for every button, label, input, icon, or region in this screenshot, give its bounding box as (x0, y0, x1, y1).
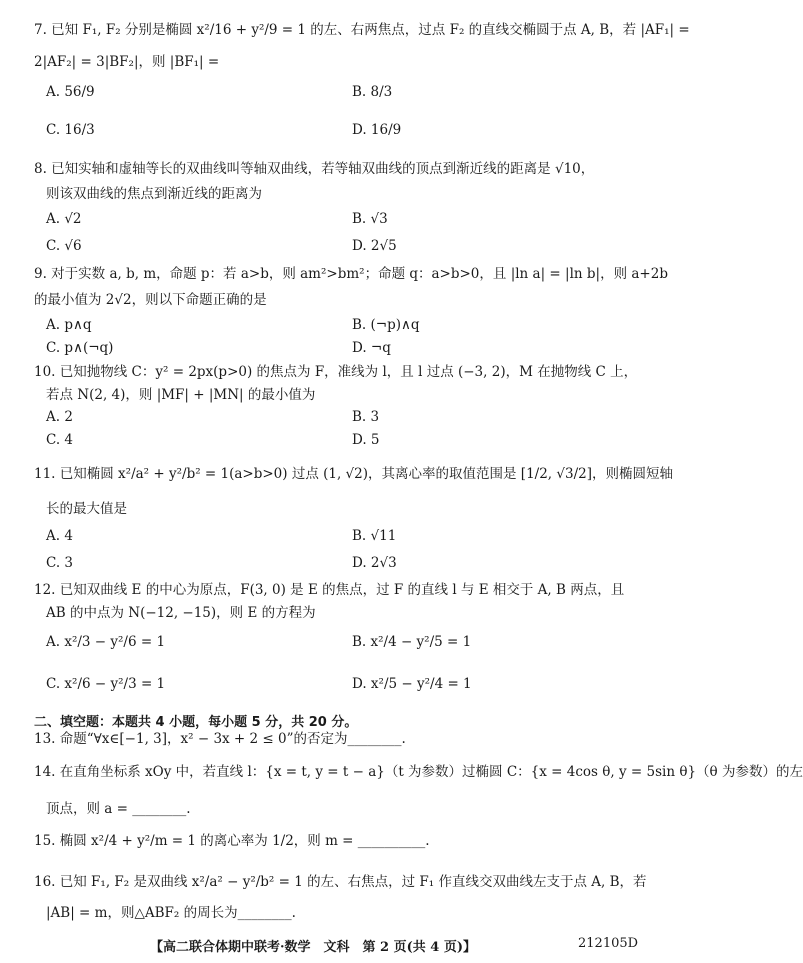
q10-option-d: D. 5 (352, 432, 380, 448)
question-10-line-1: 10. 已知抛物线 C：y² = 2px(p>0) 的焦点为 F，准线为 l，且 l 过点 (−3, 2)，M 在抛物线 C 上， (34, 364, 638, 380)
q8-option-a: A. √2 (46, 211, 82, 227)
question-14-line-1: 14. 在直角坐标系 xOy 中，若直线 l：{x = t, y = t − a}（t 为参数）过椭圆 C：{x = 4cos θ, y = 5sin θ}（θ 为参数）的左 (34, 764, 803, 780)
q11-option-c: C. 3 (46, 555, 74, 571)
question-10-line-2: 若点 N(2, 4)，则 |MF| + |MN| 的最小值为 (46, 387, 316, 403)
q8-option-d: D. 2√5 (352, 238, 397, 254)
q7-option-a: A. 56/9 (46, 84, 95, 100)
q10-option-c: C. 4 (46, 432, 74, 448)
q9-option-c: C. p∧(¬q) (46, 340, 114, 356)
question-15: 15. 椭圆 x²/4 + y²/m = 1 的离心率为 1/2，则 m = __________. (34, 833, 430, 849)
q8-option-c: C. √6 (46, 238, 82, 254)
question-9-line-2: 的最小值为 2√2，则以下命题正确的是 (34, 292, 267, 308)
q9-option-b: B. (¬p)∧q (352, 317, 420, 333)
question-7-line-1: 7. 已知 F₁, F₂ 分别是椭圆 x²/16 + y²/9 = 1 的左、右两焦点，过点 F₂ 的直线交椭圆于点 A, B，若 |AF₁| = (34, 22, 690, 38)
q8-option-b: B. √3 (352, 211, 388, 227)
q12-option-d: D. x²/5 − y²/4 = 1 (352, 676, 472, 692)
question-8-line-2: 则该双曲线的焦点到渐近线的距离为 (46, 186, 262, 202)
q11-option-d: D. 2√3 (352, 555, 397, 571)
question-16-line-2: |AB| = m，则△ABF₂ 的周长为________. (46, 905, 296, 921)
q7-option-c: C. 16/3 (46, 122, 95, 138)
question-16-line-1: 16. 已知 F₁, F₂ 是双曲线 x²/a² − y²/b² = 1 的左、右焦点，过 F₁ 作直线交双曲线左支于点 A, B，若 (34, 874, 647, 890)
footer-title: 【高二联合体期中联考·数学 文科 第 2 页(共 4 页)】 (150, 940, 477, 955)
question-12-line-1: 12. 已知双曲线 E 的中心为原点，F(3, 0) 是 E 的焦点，过 F 的直线 l 与 E 相交于 A, B 两点，且 (34, 582, 625, 598)
question-11-line-1: 11. 已知椭圆 x²/a² + y²/b² = 1(a>b>0) 过点 (1, √2)，其离心率的取值范围是 [1/2, √3/2]，则椭圆短轴 (34, 466, 673, 482)
footer-code: 212105D (578, 936, 639, 951)
q12-option-b: B. x²/4 − y²/5 = 1 (352, 634, 472, 650)
q10-option-a: A. 2 (46, 409, 73, 425)
question-8-line-1: 8. 已知实轴和虚轴等长的双曲线叫等轴双曲线，若等轴双曲线的顶点到渐近线的距离是 √10， (34, 161, 595, 177)
question-9-line-1: 9. 对于实数 a, b, m，命题 p：若 a>b，则 am²>bm²；命题 q：a>b>0，且 |ln a| = |ln b|，则 a+2b (34, 266, 668, 282)
q12-option-a: A. x²/3 − y²/6 = 1 (46, 634, 166, 650)
q11-option-a: A. 4 (46, 528, 73, 544)
q11-option-b: B. √11 (352, 528, 397, 544)
question-7-line-2: 2|AF₂| = 3|BF₂|，则 |BF₁| = (34, 54, 220, 70)
q9-option-d: D. ¬q (352, 340, 391, 356)
section-fill-in-blank-heading: 二、填空题：本题共 4 小题，每小题 5 分，共 20 分。 (34, 715, 358, 730)
question-13: 13. 命题“∀x∈[−1, 3]，x² − 3x + 2 ≤ 0”的否定为________. (34, 731, 406, 747)
question-14-line-2: 顶点，则 a = ________. (46, 801, 191, 817)
q12-option-c: C. x²/6 − y²/3 = 1 (46, 676, 166, 692)
q10-option-b: B. 3 (352, 409, 380, 425)
question-12-line-2: AB 的中点为 N(−12, −15)，则 E 的方程为 (46, 605, 316, 621)
q7-option-d: D. 16/9 (352, 122, 402, 138)
question-11-line-2: 长的最大值是 (46, 501, 127, 517)
q9-option-a: A. p∧q (46, 317, 92, 333)
q7-option-b: B. 8/3 (352, 84, 393, 100)
